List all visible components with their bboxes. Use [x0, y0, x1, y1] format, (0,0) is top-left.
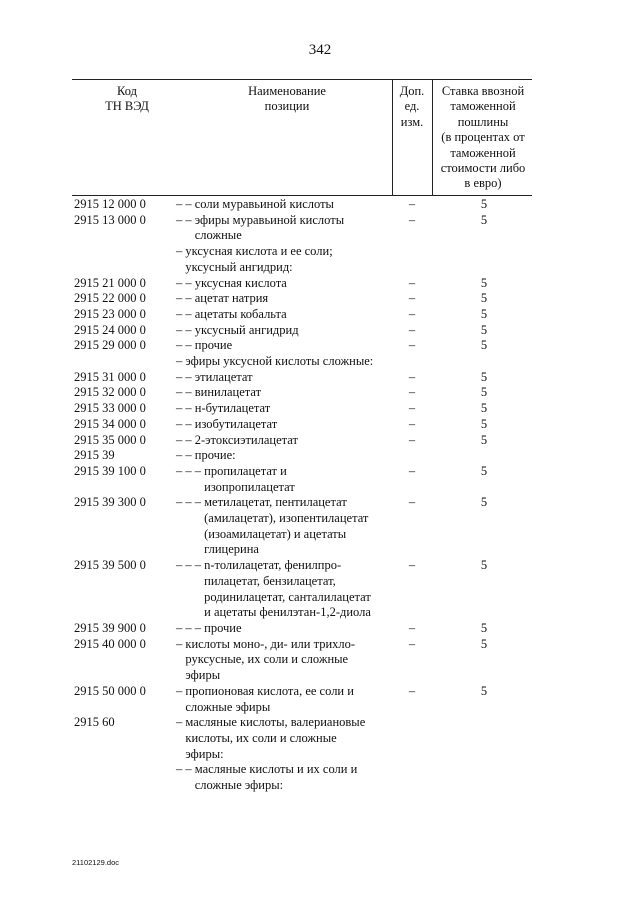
row-name: – – прочие:: [176, 448, 236, 463]
table-row: [0, 448, 640, 464]
tariff-table-body: [0, 197, 640, 794]
row-rate: 5: [480, 636, 488, 651]
table-row: [0, 323, 640, 339]
row-unit: –: [408, 401, 416, 416]
row-name: – – н-бутилацетат: [176, 401, 271, 416]
row-unit: –: [408, 636, 416, 651]
table-row: [0, 197, 640, 213]
row-unit: –: [408, 306, 416, 321]
row-code: 2915 31 000 0: [74, 369, 146, 384]
row-name: – – 2-этоксиэтилацетат: [176, 432, 298, 447]
row-name: – эфиры уксусной кислоты сложные:: [176, 354, 374, 369]
row-name: – кислоты моно-, ди- или трихло- руксусные, их соли и сложные эфиры: [176, 636, 356, 683]
row-rate: 5: [480, 212, 488, 227]
row-unit: –: [408, 338, 416, 353]
table-row: [0, 307, 640, 323]
row-code: 2915 22 000 0: [74, 291, 146, 306]
table-top-rule: [72, 79, 532, 80]
row-code: 2915 39 300 0: [74, 495, 146, 510]
row-code: 2915 33 000 0: [74, 401, 146, 416]
row-unit: –: [408, 683, 416, 698]
row-rate: 5: [480, 385, 488, 400]
row-name: – – винилацетат: [176, 385, 262, 400]
table-row: [0, 637, 640, 684]
table-row: [0, 401, 640, 417]
row-name: – – уксусная кислота: [176, 275, 287, 290]
row-rate: 5: [480, 197, 488, 211]
row-code: 2915 24 000 0: [74, 322, 146, 337]
row-unit: –: [408, 416, 416, 431]
table-row: [0, 291, 640, 307]
row-code: 2915 21 000 0: [74, 275, 146, 290]
row-name: – уксусная кислота и ее соли; уксусный ангидрид:: [176, 244, 333, 274]
row-rate: 5: [480, 275, 488, 290]
row-code: 2915 12 000 0: [74, 197, 146, 211]
row-rate: 5: [480, 495, 488, 510]
row-code: 2915 39: [74, 448, 115, 463]
row-unit: –: [408, 212, 416, 227]
row-unit: –: [408, 275, 416, 290]
header-unit: Доп. ед. изм.: [399, 84, 425, 129]
row-name: – масляные кислоты, валериановые кислоты, их соли и сложные эфиры:: [176, 715, 366, 761]
row-name: – – соли муравьиной кислоты: [176, 197, 334, 211]
row-unit: –: [408, 463, 416, 478]
row-rate: 5: [480, 338, 488, 353]
row-rate: 5: [480, 306, 488, 321]
table-row: [0, 244, 640, 275]
row-code: 2915 13 000 0: [74, 212, 146, 227]
row-unit: –: [408, 558, 416, 573]
header-name: Наименование позиции: [248, 84, 326, 114]
row-name: – – – прочие: [176, 620, 242, 635]
table-row: [0, 464, 640, 495]
table-row: [0, 495, 640, 558]
table-row: [0, 621, 640, 637]
table-row: [0, 354, 640, 370]
row-rate: 5: [480, 620, 488, 635]
table-row: [0, 762, 640, 793]
table-row: [0, 684, 640, 715]
row-code: 2915 50 000 0: [74, 683, 146, 698]
page-number: 342: [308, 42, 332, 58]
header-rate: Ставка ввозной таможенной пошлины (в процентах от таможенной стоимости либо в евро): [440, 84, 526, 191]
header-code: Код ТН ВЭД: [105, 84, 149, 114]
row-code: 2915 39 100 0: [74, 463, 146, 478]
table-row: [0, 433, 640, 449]
table-row: [0, 385, 640, 401]
row-code: 2915 39 900 0: [74, 620, 146, 635]
row-unit: –: [408, 620, 416, 635]
row-name: – – этилацетат: [176, 369, 253, 384]
table-row: [0, 417, 640, 433]
row-name: – – изобутилацетат: [176, 416, 278, 431]
row-name: – – ацетаты кобальта: [176, 306, 287, 321]
row-rate: 5: [480, 558, 488, 573]
row-name: – – уксусный ангидрид: [176, 322, 299, 337]
table-row: [0, 213, 640, 244]
table-row: [0, 338, 640, 354]
row-name: – – ацетат натрия: [176, 291, 269, 306]
row-name: – – масляные кислоты и их соли и сложные эфиры:: [176, 762, 358, 793]
row-rate: 5: [480, 463, 488, 478]
row-code: 2915 40 000 0: [74, 636, 146, 651]
row-rate: 5: [480, 416, 488, 431]
row-rate: 5: [480, 291, 488, 306]
row-code: 2915 39 500 0: [74, 558, 146, 573]
row-code: 2915 34 000 0: [74, 416, 146, 431]
row-code: 2915 23 000 0: [74, 306, 146, 321]
row-name: – – прочие: [176, 338, 233, 353]
row-unit: –: [408, 369, 416, 384]
row-rate: 5: [480, 369, 488, 384]
row-unit: –: [408, 385, 416, 400]
row-name: – – – n-толилацетат, фенилпро- пилацетат, бензилацетат, родинилацетат, санталилацетат и ацетаты фенилэтан-1,2-диола: [176, 558, 371, 620]
row-name: – – эфиры муравьиной кислоты сложные: [176, 212, 345, 243]
table-row: [0, 715, 640, 762]
row-rate: 5: [480, 322, 488, 337]
header-bottom-rule: [72, 195, 532, 196]
table-row: [0, 370, 640, 386]
table-row: [0, 276, 640, 292]
document-filename: 21102129.doc: [72, 858, 119, 867]
row-code: 2915 29 000 0: [74, 338, 146, 353]
row-code: 2915 32 000 0: [74, 385, 146, 400]
row-unit: –: [408, 495, 416, 510]
table-row: [0, 558, 640, 621]
row-rate: 5: [480, 401, 488, 416]
row-unit: –: [408, 291, 416, 306]
row-code: 2915 35 000 0: [74, 432, 146, 447]
row-unit: –: [408, 432, 416, 447]
row-unit: –: [408, 322, 416, 337]
row-name: – пропионовая кислота, ее соли и сложные эфиры: [176, 683, 354, 714]
row-name: – – – метилацетат, пентилацетат (амилацетат), изопентилацетат (изоамилацетат) и ацетаты глицерина: [176, 495, 369, 557]
row-rate: 5: [480, 683, 488, 698]
row-name: – – – пропилацетат и изопропилацетат: [176, 463, 295, 494]
row-rate: 5: [480, 432, 488, 447]
row-code: 2915 60: [74, 715, 115, 730]
row-unit: –: [408, 197, 416, 211]
